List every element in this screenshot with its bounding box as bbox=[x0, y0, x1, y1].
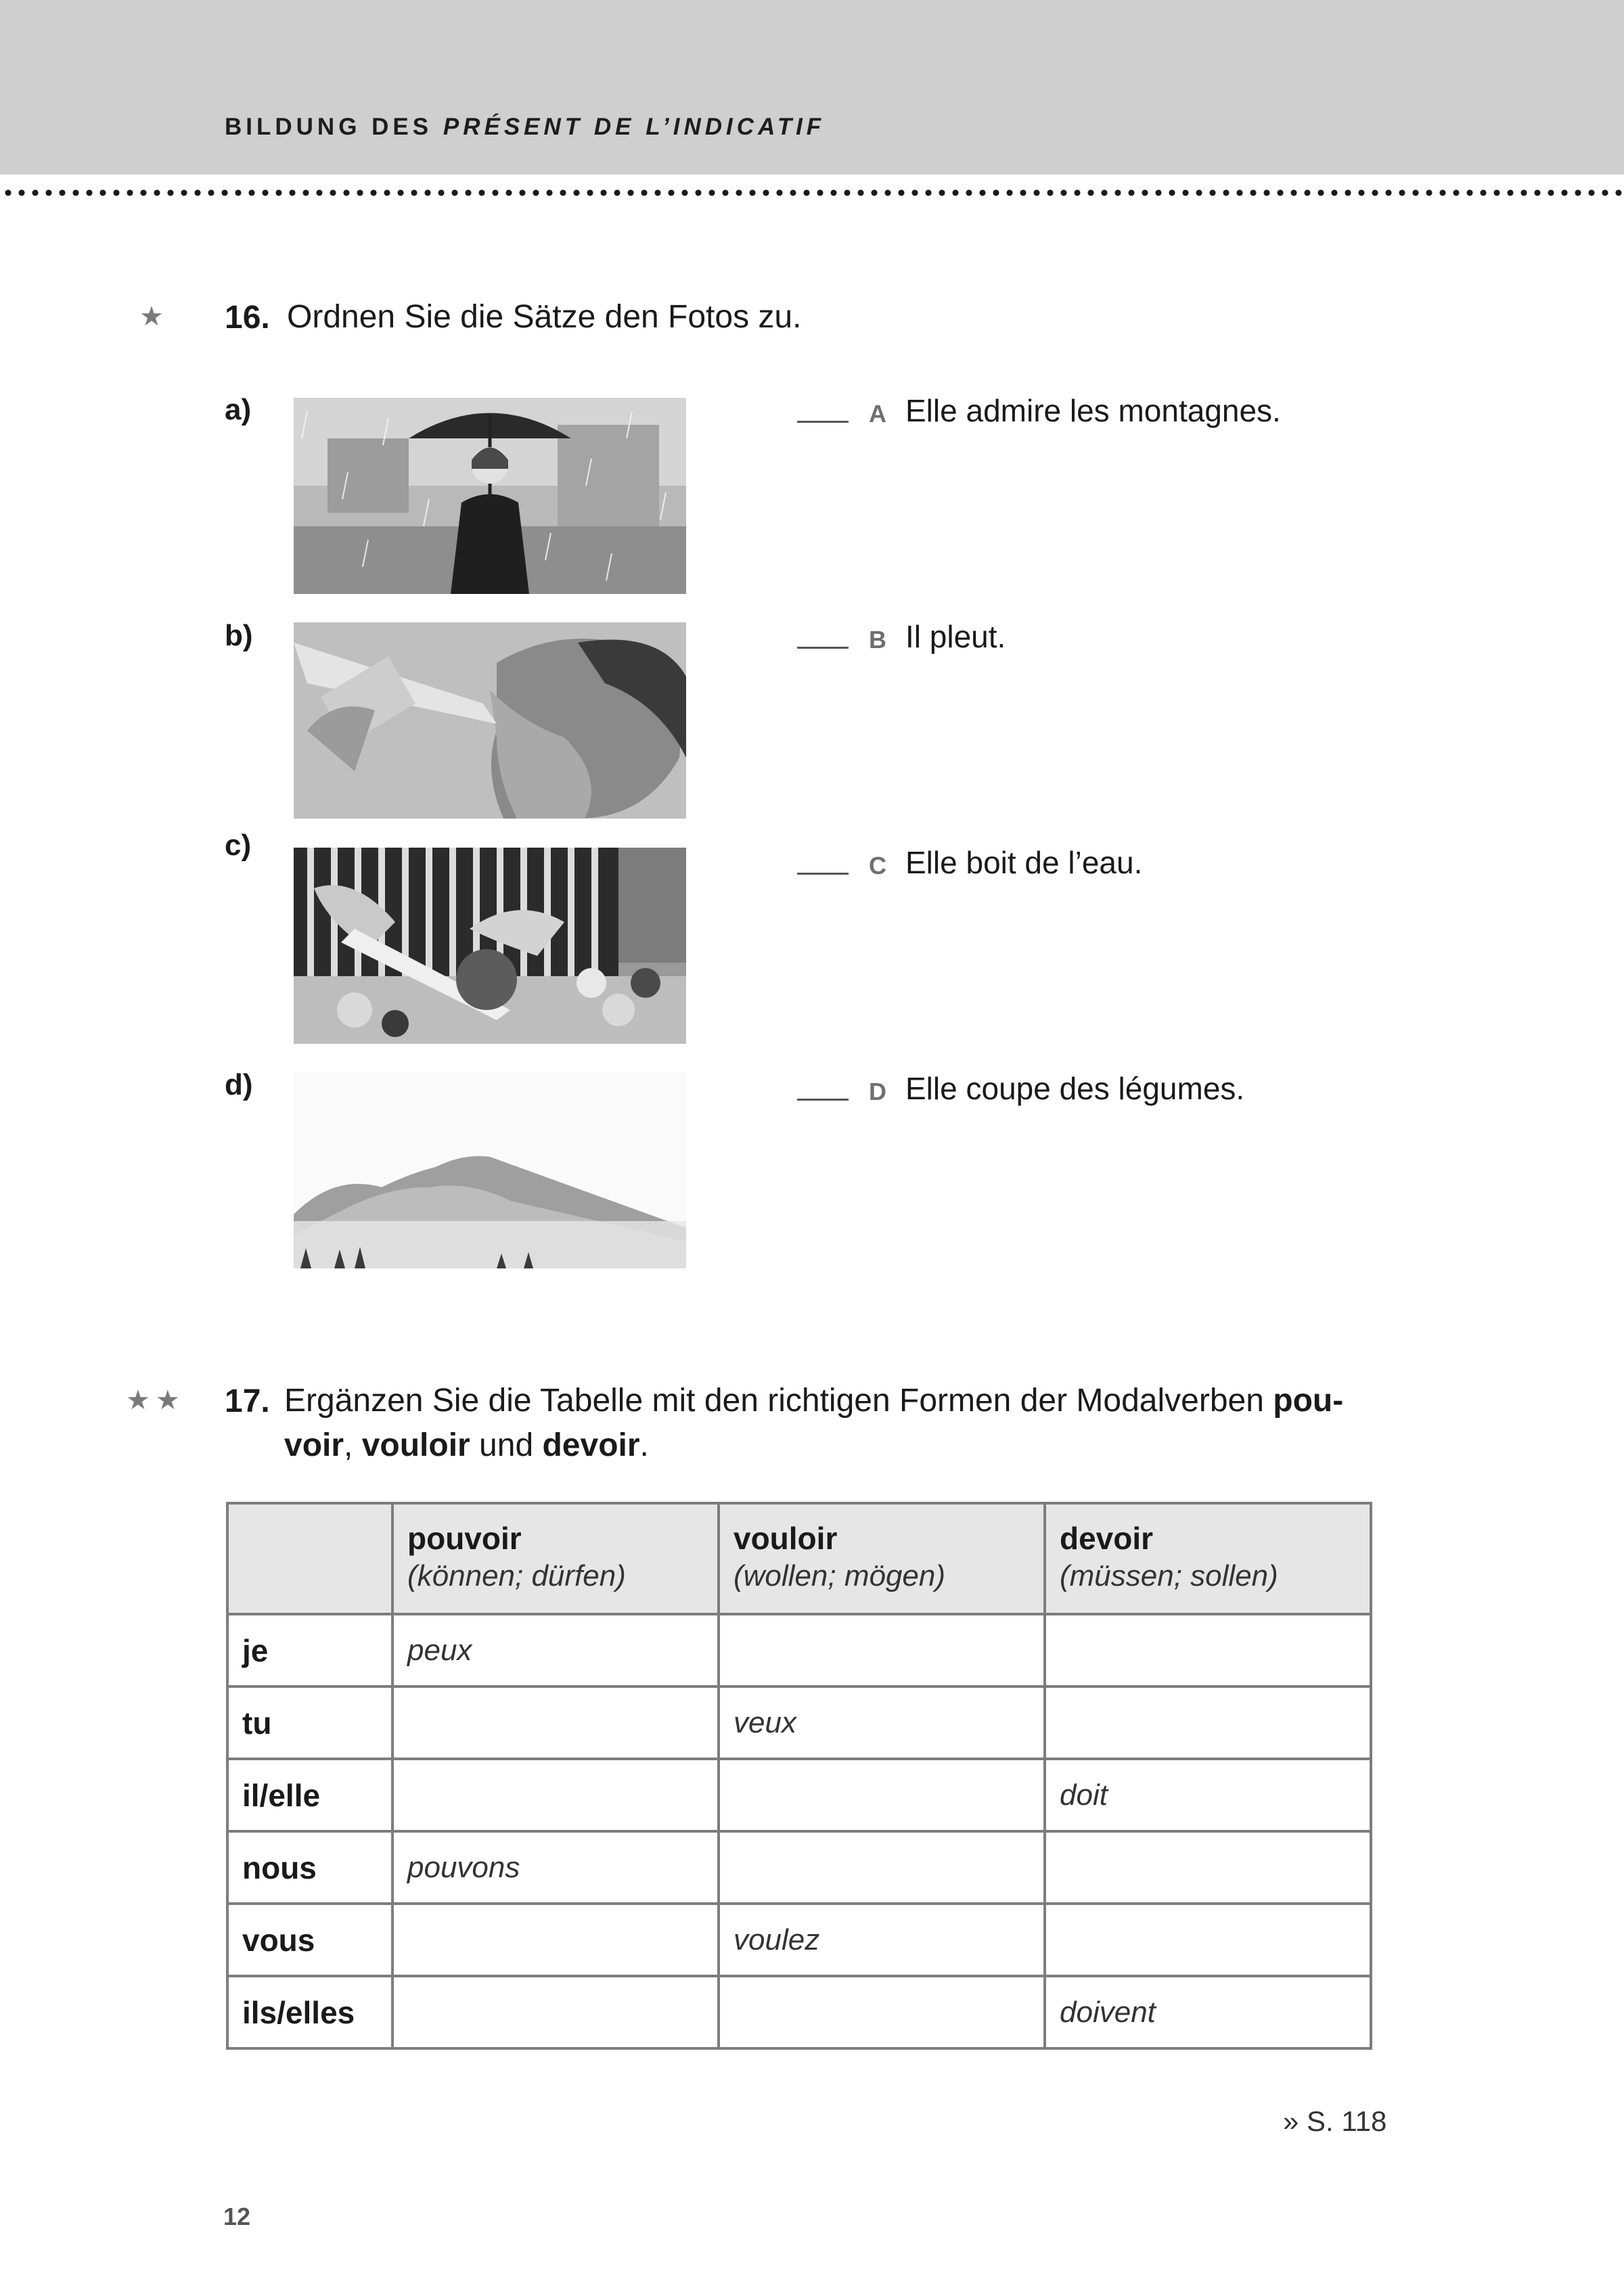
column-translation: (müssen; sollen) bbox=[1060, 1559, 1278, 1592]
period: . bbox=[639, 1427, 649, 1463]
dotted-divider bbox=[0, 188, 1624, 198]
difficulty-stars: ★★ bbox=[126, 1385, 185, 1415]
answer-cell[interactable]: peux bbox=[392, 1614, 719, 1686]
pronoun-cell: il/elle bbox=[227, 1759, 392, 1831]
answer-cell[interactable]: veux bbox=[719, 1686, 1045, 1759]
table-header-row bbox=[227, 1503, 1371, 1614]
answer-cell[interactable]: pouvons bbox=[392, 1831, 719, 1904]
exercise-instruction: Ordnen Sie die Sätze den Fotos zu. bbox=[287, 299, 802, 335]
option-sentence: Elle boit de l’eau. bbox=[905, 845, 1143, 880]
item-label: b) bbox=[225, 619, 253, 652]
page-number: 12 bbox=[223, 2203, 251, 2230]
item-label: a) bbox=[225, 393, 252, 426]
difficulty-stars: ★ bbox=[139, 302, 169, 331]
answer-cell[interactable] bbox=[392, 1904, 719, 1976]
pronoun-cell: nous bbox=[227, 1831, 392, 1904]
conjugation-table bbox=[226, 1502, 1372, 2050]
answer-cell[interactable] bbox=[1045, 1686, 1371, 1759]
column-translation: (können; dürfen) bbox=[407, 1559, 626, 1592]
section-title bbox=[225, 114, 825, 141]
table-row bbox=[227, 1614, 1371, 1686]
woman-under-umbrella-in-rain-photo bbox=[294, 398, 686, 594]
table-row bbox=[227, 1759, 1371, 1831]
verb-devoir: devoir bbox=[542, 1427, 640, 1463]
column-verb: vouloir bbox=[734, 1521, 838, 1556]
answer-cell[interactable]: doivent bbox=[1045, 1976, 1371, 2048]
woman-drinking-water-bottle-photo bbox=[294, 622, 686, 819]
answer-cell[interactable] bbox=[719, 1614, 1045, 1686]
section-title-prefix: BILDUNG DES bbox=[225, 114, 443, 140]
misty-mountain-photo bbox=[294, 1072, 686, 1268]
option-sentence: Il pleut. bbox=[905, 619, 1006, 654]
table-row bbox=[227, 1904, 1371, 1976]
column-verb: devoir bbox=[1060, 1521, 1154, 1556]
answer-cell[interactable] bbox=[719, 1759, 1045, 1831]
answer-cell[interactable] bbox=[1045, 1904, 1371, 1976]
instruction-text: Ergänzen Sie die Tabelle mit den richtigen Formen der Modalverben bbox=[284, 1383, 1273, 1419]
table-row bbox=[227, 1686, 1371, 1759]
verb-vouloir: vouloir bbox=[361, 1427, 470, 1463]
header-cell-devoir bbox=[1045, 1503, 1371, 1614]
option-sentence: Elle admire les montagnes. bbox=[905, 393, 1281, 428]
answer-cell[interactable] bbox=[1045, 1831, 1371, 1904]
verb-pouvoir: pou- voir bbox=[284, 1383, 1344, 1463]
column-translation: (wollen; mögen) bbox=[734, 1559, 946, 1592]
answer-cell[interactable] bbox=[1045, 1614, 1371, 1686]
answer-blank[interactable] bbox=[797, 873, 849, 875]
header-empty-cell bbox=[227, 1503, 392, 1614]
section-title-italic: PRÉSENT DE L’INDICATIF bbox=[443, 114, 826, 140]
option-letter: B bbox=[869, 626, 886, 653]
pronoun-cell: ils/elles bbox=[227, 1976, 392, 2048]
option-letter: D bbox=[869, 1078, 886, 1105]
answer-cell[interactable]: voulez bbox=[719, 1904, 1045, 1976]
pronoun-cell: vous bbox=[227, 1904, 392, 1976]
pronoun-cell: je bbox=[227, 1614, 392, 1686]
answer-cell[interactable]: doit bbox=[1045, 1759, 1371, 1831]
item-label: d) bbox=[225, 1068, 253, 1101]
column-verb: pouvoir bbox=[407, 1521, 522, 1556]
answer-cell[interactable] bbox=[719, 1831, 1045, 1904]
exercise-number: 16. bbox=[225, 300, 270, 336]
header-cell-vouloir bbox=[719, 1503, 1045, 1614]
answer-cell[interactable] bbox=[392, 1686, 719, 1759]
option-letter: A bbox=[869, 400, 886, 428]
header-cell-pouvoir bbox=[392, 1503, 719, 1614]
answer-cell[interactable] bbox=[392, 1976, 719, 2048]
option-letter: C bbox=[869, 852, 886, 879]
table-row bbox=[227, 1976, 1371, 2048]
separator: , bbox=[344, 1427, 362, 1463]
table-row bbox=[227, 1831, 1371, 1904]
answer-blank[interactable] bbox=[797, 647, 849, 649]
option-sentence: Elle coupe des légumes. bbox=[905, 1071, 1245, 1106]
hands-cutting-vegetables-photo bbox=[294, 848, 686, 1044]
answer-blank[interactable] bbox=[797, 1099, 849, 1101]
exercise-number: 17. bbox=[225, 1383, 270, 1419]
answer-cell[interactable] bbox=[719, 1976, 1045, 2048]
header-band bbox=[0, 0, 1624, 175]
separator: und bbox=[470, 1427, 543, 1463]
page-reference: » S. 118 bbox=[1283, 2105, 1387, 2137]
answer-cell[interactable] bbox=[392, 1759, 719, 1831]
item-label: c) bbox=[225, 829, 252, 862]
pronoun-cell: tu bbox=[227, 1686, 392, 1759]
answer-blank[interactable] bbox=[797, 421, 849, 423]
exercise-instruction bbox=[284, 1379, 1367, 1468]
